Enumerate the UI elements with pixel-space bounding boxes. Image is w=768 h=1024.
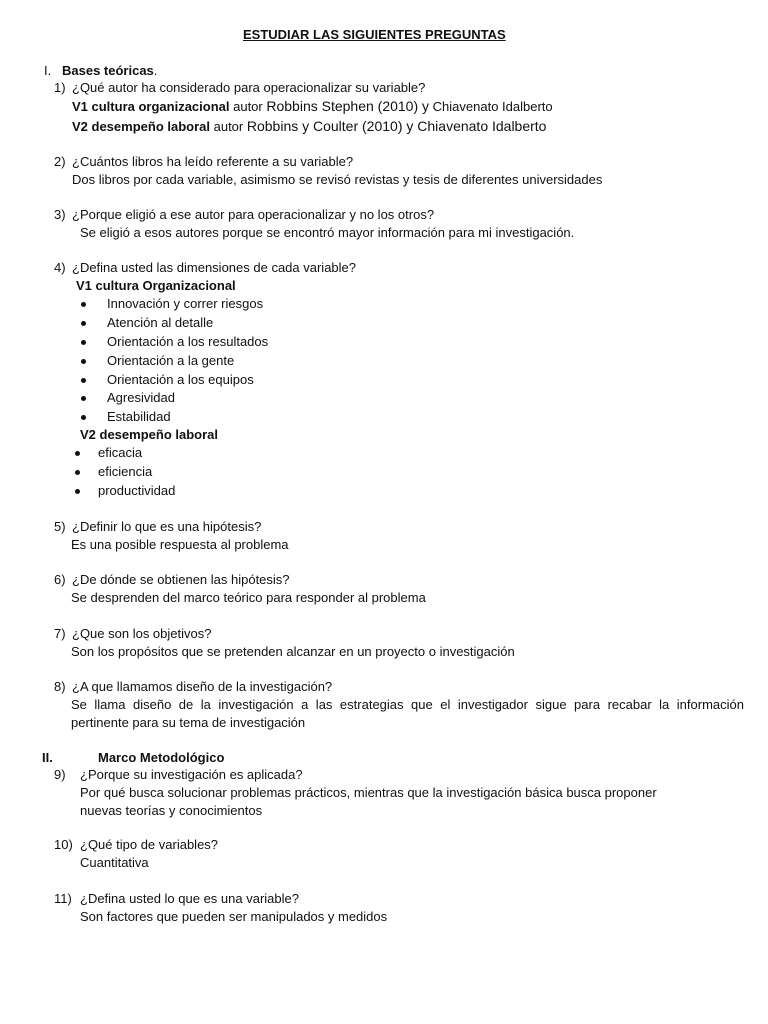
question-1-text: ¿Qué autor ha considerado para operacionalizar su variable? [72, 80, 426, 95]
question-3-number: 3) [54, 207, 66, 222]
bullet-icon [81, 396, 86, 401]
question-10-text: ¿Qué tipo de variables? [80, 837, 219, 852]
bullet-icon [81, 359, 86, 364]
question-5-number: 5) [54, 519, 66, 534]
v1-label: V1 cultura organizacional [72, 99, 230, 114]
v2-dimension-item: eficiencia [98, 464, 153, 479]
section-1-title: Bases teóricas [62, 63, 154, 78]
v2-label: V2 desempeño laboral [72, 119, 210, 134]
question-10-number: 10) [54, 837, 73, 852]
question-4-text: ¿Defina usted las dimensiones de cada variable? [72, 260, 357, 275]
question-6-answer: Se desprenden del marco teórico para responder al problema [71, 590, 426, 605]
section-2-title: Marco Metodológico [98, 750, 225, 765]
bullet-icon [81, 302, 86, 307]
section-1-number: I. [44, 63, 52, 78]
question-8-text: ¿A que llamamos diseño de la investigación? [72, 679, 333, 694]
question-6-text: ¿De dónde se obtienen las hipótesis? [72, 572, 290, 587]
question-7-number: 7) [54, 626, 66, 641]
question-3-answer: Se eligió a esos autores porque se encontró mayor información para mi investigación. [80, 225, 575, 240]
section-2-number: II. [42, 750, 53, 765]
question-2-text: ¿Cuántos libros ha leído referente a su variable? [72, 154, 354, 169]
v1-dimension-item: Atención al detalle [107, 315, 214, 330]
bullet-icon [81, 321, 86, 326]
page-title: ESTUDIAR LAS SIGUIENTES PREGUNTAS [243, 27, 506, 42]
bullet-icon [75, 451, 80, 456]
v1-dimensions-heading: V1 cultura Organizacional [76, 278, 236, 293]
v1-dimension-item: Innovación y correr riesgos [107, 296, 264, 311]
bullet-icon [81, 340, 86, 345]
v1-dimension-item: Orientación a los equipos [107, 372, 254, 387]
section-1-heading: Bases teóricas. [62, 63, 158, 78]
question-5-text: ¿Definir lo que es una hipótesis? [72, 519, 262, 534]
question-7-answer: Son los propósitos que se pretenden alcanzar en un proyecto o investigación [71, 644, 515, 659]
question-1-answer-v1: V1 cultura organizacional autor Robbins Stephen (2010) y Chiavenato Idalberto [72, 98, 553, 114]
question-1-answer-v2: V2 desempeño laboral autor Robbins y Coulter (2010) y Chiavenato Idalberto [72, 118, 547, 134]
question-8-number: 8) [54, 679, 66, 694]
bullet-icon [81, 415, 86, 420]
question-10-answer: Cuantitativa [80, 855, 149, 870]
question-9-answer-line-1: Por qué busca solucionar problemas prácticos, mientras que la investigación básica busca proponer [80, 785, 657, 800]
question-2-answer: Dos libros por cada variable, asimismo se revisó revistas y tesis de diferentes universidades [72, 172, 603, 187]
question-11-answer: Son factores que pueden ser manipulados y medidos [80, 909, 388, 924]
v1-dimension-item: Orientación a los resultados [107, 334, 269, 349]
v2-dimension-item: productividad [98, 483, 176, 498]
question-11-text: ¿Defina usted lo que es una variable? [80, 891, 299, 906]
v1-dimension-item: Estabilidad [107, 409, 171, 424]
v1-dimension-item: Agresividad [107, 390, 175, 405]
v1-dimension-item: Orientación a la gente [107, 353, 235, 368]
question-5-answer: Es una posible respuesta al problema [71, 537, 289, 552]
question-8-answer-line-1: Se llama diseño de la investigación a las estrategias que el investigador sigue para recabar la información [71, 697, 744, 712]
question-8-answer-line-2: pertinente para su tema de investigación [71, 715, 306, 730]
question-2-number: 2) [54, 154, 66, 169]
v2-dimension-item: eficacia [98, 445, 143, 460]
question-6-number: 6) [54, 572, 66, 587]
question-9-answer-line-2: nuevas teorías y conocimientos [80, 803, 263, 818]
question-9-text: ¿Porque su investigación es aplicada? [80, 767, 303, 782]
bullet-icon [81, 378, 86, 383]
bullet-icon [75, 470, 80, 475]
bullet-icon [75, 489, 80, 494]
question-3-text: ¿Porque eligió a ese autor para operacionalizar y no los otros? [72, 207, 435, 222]
question-4-number: 4) [54, 260, 66, 275]
question-7-text: ¿Que son los objetivos? [72, 626, 212, 641]
question-1-number: 1) [54, 80, 66, 95]
question-11-number: 11) [54, 891, 72, 906]
v2-dimensions-heading: V2 desempeño laboral [80, 427, 218, 442]
question-9-number: 9) [54, 767, 66, 782]
